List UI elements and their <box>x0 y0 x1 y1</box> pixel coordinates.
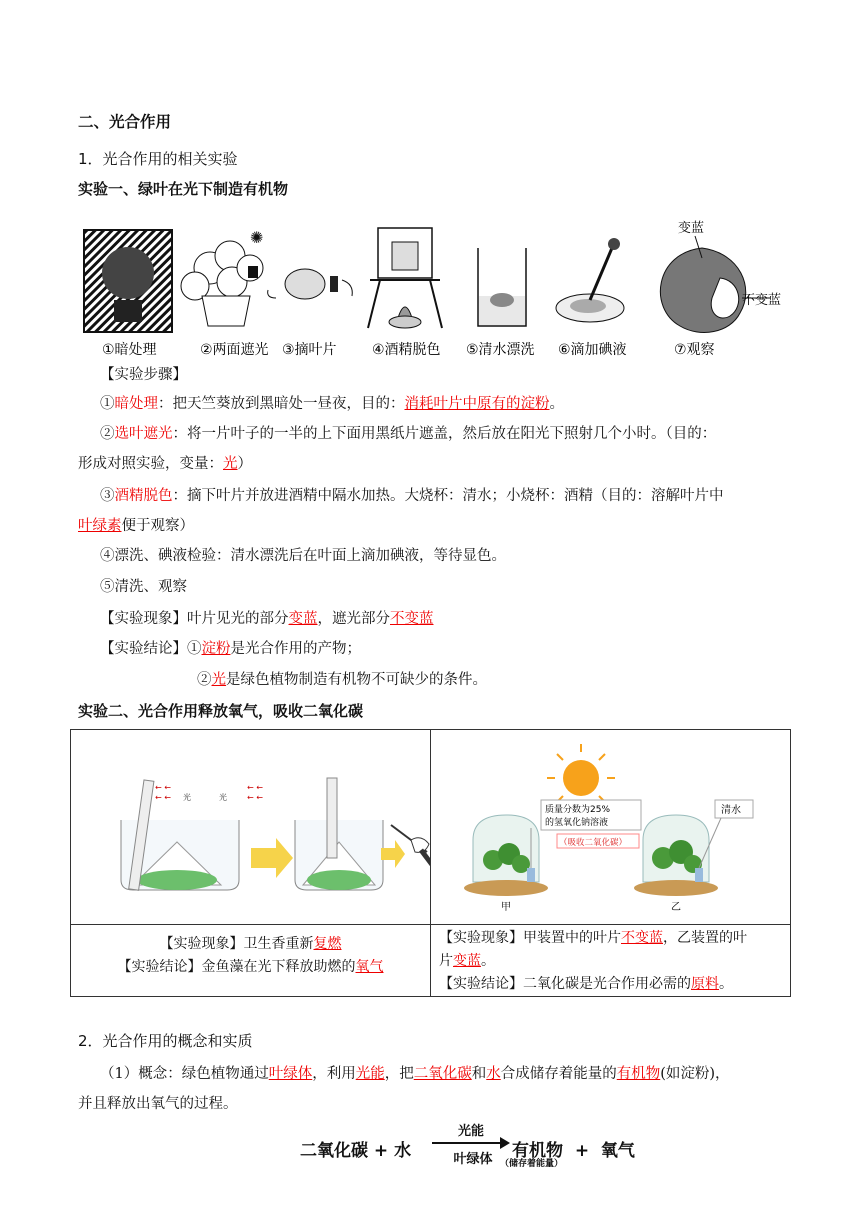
exp2-right-phenomenon: 【实验现象】甲装置中的叶片不变蓝，乙装置的叶 <box>439 930 747 946</box>
svg-text:光: 光 <box>183 793 191 802</box>
experiment-1-title: 实验一、绿叶在光下制造有机物 <box>78 180 289 198</box>
concept-line: （1）概念：绿色植物通过叶绿体，利用光能，把二氧化碳和水合成储存着能量的有机物(如淀粉)， <box>100 1066 730 1082</box>
concept-line-cont: 并且释放出氧气的过程。 <box>78 1096 238 1112</box>
equation-condition-chloroplast: 叶绿体 <box>453 1152 493 1167</box>
svg-text:← ←: ← ← <box>155 783 171 792</box>
experiment-2-title: 实验二、光合作用释放氧气，吸收二氧化碳 <box>78 702 364 720</box>
exp2-right-phenomenon-cont: 片变蓝。 <box>439 953 495 969</box>
label-step-5: ⑤清水漂洗 <box>466 342 535 358</box>
label-not-blue: 不变蓝 <box>742 293 782 308</box>
label-step-4: ④酒精脱色 <box>372 342 441 358</box>
label-step-2: ②两面遮光 <box>200 342 269 358</box>
experiment-2-table <box>70 729 791 997</box>
label-step-1: ①暗处理 <box>102 342 157 358</box>
alcohol-decolorize-illustration <box>368 228 442 328</box>
absorb-co2-label: （吸收二氧化碳） <box>559 838 628 848</box>
photosynthesis-equation <box>300 1118 640 1178</box>
svg-text:← ←: ← ← <box>247 783 263 792</box>
observed-leaf-illustration <box>660 236 770 332</box>
dark-treatment-illustration <box>84 230 172 332</box>
equation-energy-note: （储存着能量） <box>500 1159 564 1169</box>
experiment-2-right-figure-cell <box>431 730 791 925</box>
step-5-line: ⑤清洗、观察 <box>100 579 187 595</box>
svg-text:← ←: ← ← <box>247 793 263 802</box>
step-1-line: ①暗处理：把天竺葵放到黑暗处一昼夜，目的：消耗叶片中原有的淀粉。 <box>100 396 564 412</box>
label-turns-blue: 变蓝 <box>678 221 705 236</box>
water-rinse-illustration <box>478 248 526 326</box>
section-title: 二、光合作用 <box>78 113 172 131</box>
conclusion-line-1: 【实验结论】①淀粉是光合作用的产物； <box>100 641 361 657</box>
naoh-label-2: 的氢氧化钠溶液 <box>545 818 609 828</box>
step-3-line: ③酒精脱色：摘下叶片并放进酒精中隔水加热。大烧杯：清水；小烧杯：酒精（目的：溶解叶片中 <box>100 488 724 504</box>
svg-text:光: 光 <box>219 793 227 802</box>
svg-text:✺: ✺ <box>250 228 264 247</box>
potted-plant-shading-illustration <box>181 228 263 326</box>
label-yi: 乙 <box>671 902 681 913</box>
subsection-title-2: 2．光合作用的概念和实质 <box>78 1032 253 1050</box>
exp2-left-phenomenon: 【实验现象】卫生香重新复燃 <box>159 936 342 952</box>
steps-header: 【实验步骤】 <box>100 367 187 383</box>
exp2-right-conclusion: 【实验结论】二氧化碳是光合作用必需的原料。 <box>439 976 733 992</box>
label-step-6: ⑥滴加碘液 <box>558 342 627 358</box>
equation-condition-light: 光能 <box>457 1124 484 1139</box>
conclusion-line-2: ②光是绿色植物制造有机物不可缺少的条件。 <box>197 672 487 688</box>
experiment-2-left-text-cell <box>71 925 431 997</box>
experiment-1-figure <box>80 218 800 363</box>
iodine-drop-illustration <box>556 238 624 322</box>
co2-absorption-bell-jar-figure <box>431 730 790 920</box>
svg-text:← ←: ← ← <box>155 793 171 802</box>
step-4-line: ④漂洗、碘液检验：清水漂洗后在叶面上滴加碘液，等待显色。 <box>100 548 506 564</box>
step-2-line: ②选叶遮光：将一片叶子的一半的上下面用黑纸片遮盖，然后放在阳光下照射几个小时。（目的： <box>100 426 717 442</box>
equation-reactants: 二氧化碳 + 水 <box>300 1141 412 1161</box>
step-3-line-cont: 叶绿素便于观察） <box>78 518 194 534</box>
leaf-picking-illustration <box>268 269 353 299</box>
naoh-label: 质量分数为25% <box>545 805 611 815</box>
label-step-3: ③摘叶片 <box>282 342 337 358</box>
phenomenon-line: 【实验现象】叶片见光的部分变蓝，遮光部分不变蓝 <box>100 611 434 627</box>
exp2-left-conclusion: 【实验结论】金鱼藻在光下释放助燃的氧气 <box>117 959 384 975</box>
experiment-2-left-figure-cell <box>71 730 431 925</box>
experiment-2-right-text-cell <box>431 925 791 997</box>
subsection-title-1: 1．光合作用的相关实验 <box>78 150 238 168</box>
equation-products: 有机物 + 氧气 <box>512 1141 635 1161</box>
label-jia: 甲 <box>501 902 511 913</box>
equation-arrow <box>432 1142 506 1144</box>
aquatic-plant-oxygen-figure <box>71 730 430 920</box>
water-label: 清水 <box>721 805 741 816</box>
step-2-line-cont: 形成对照实验，变量：光） <box>78 456 252 472</box>
label-step-7: ⑦观察 <box>674 342 715 358</box>
